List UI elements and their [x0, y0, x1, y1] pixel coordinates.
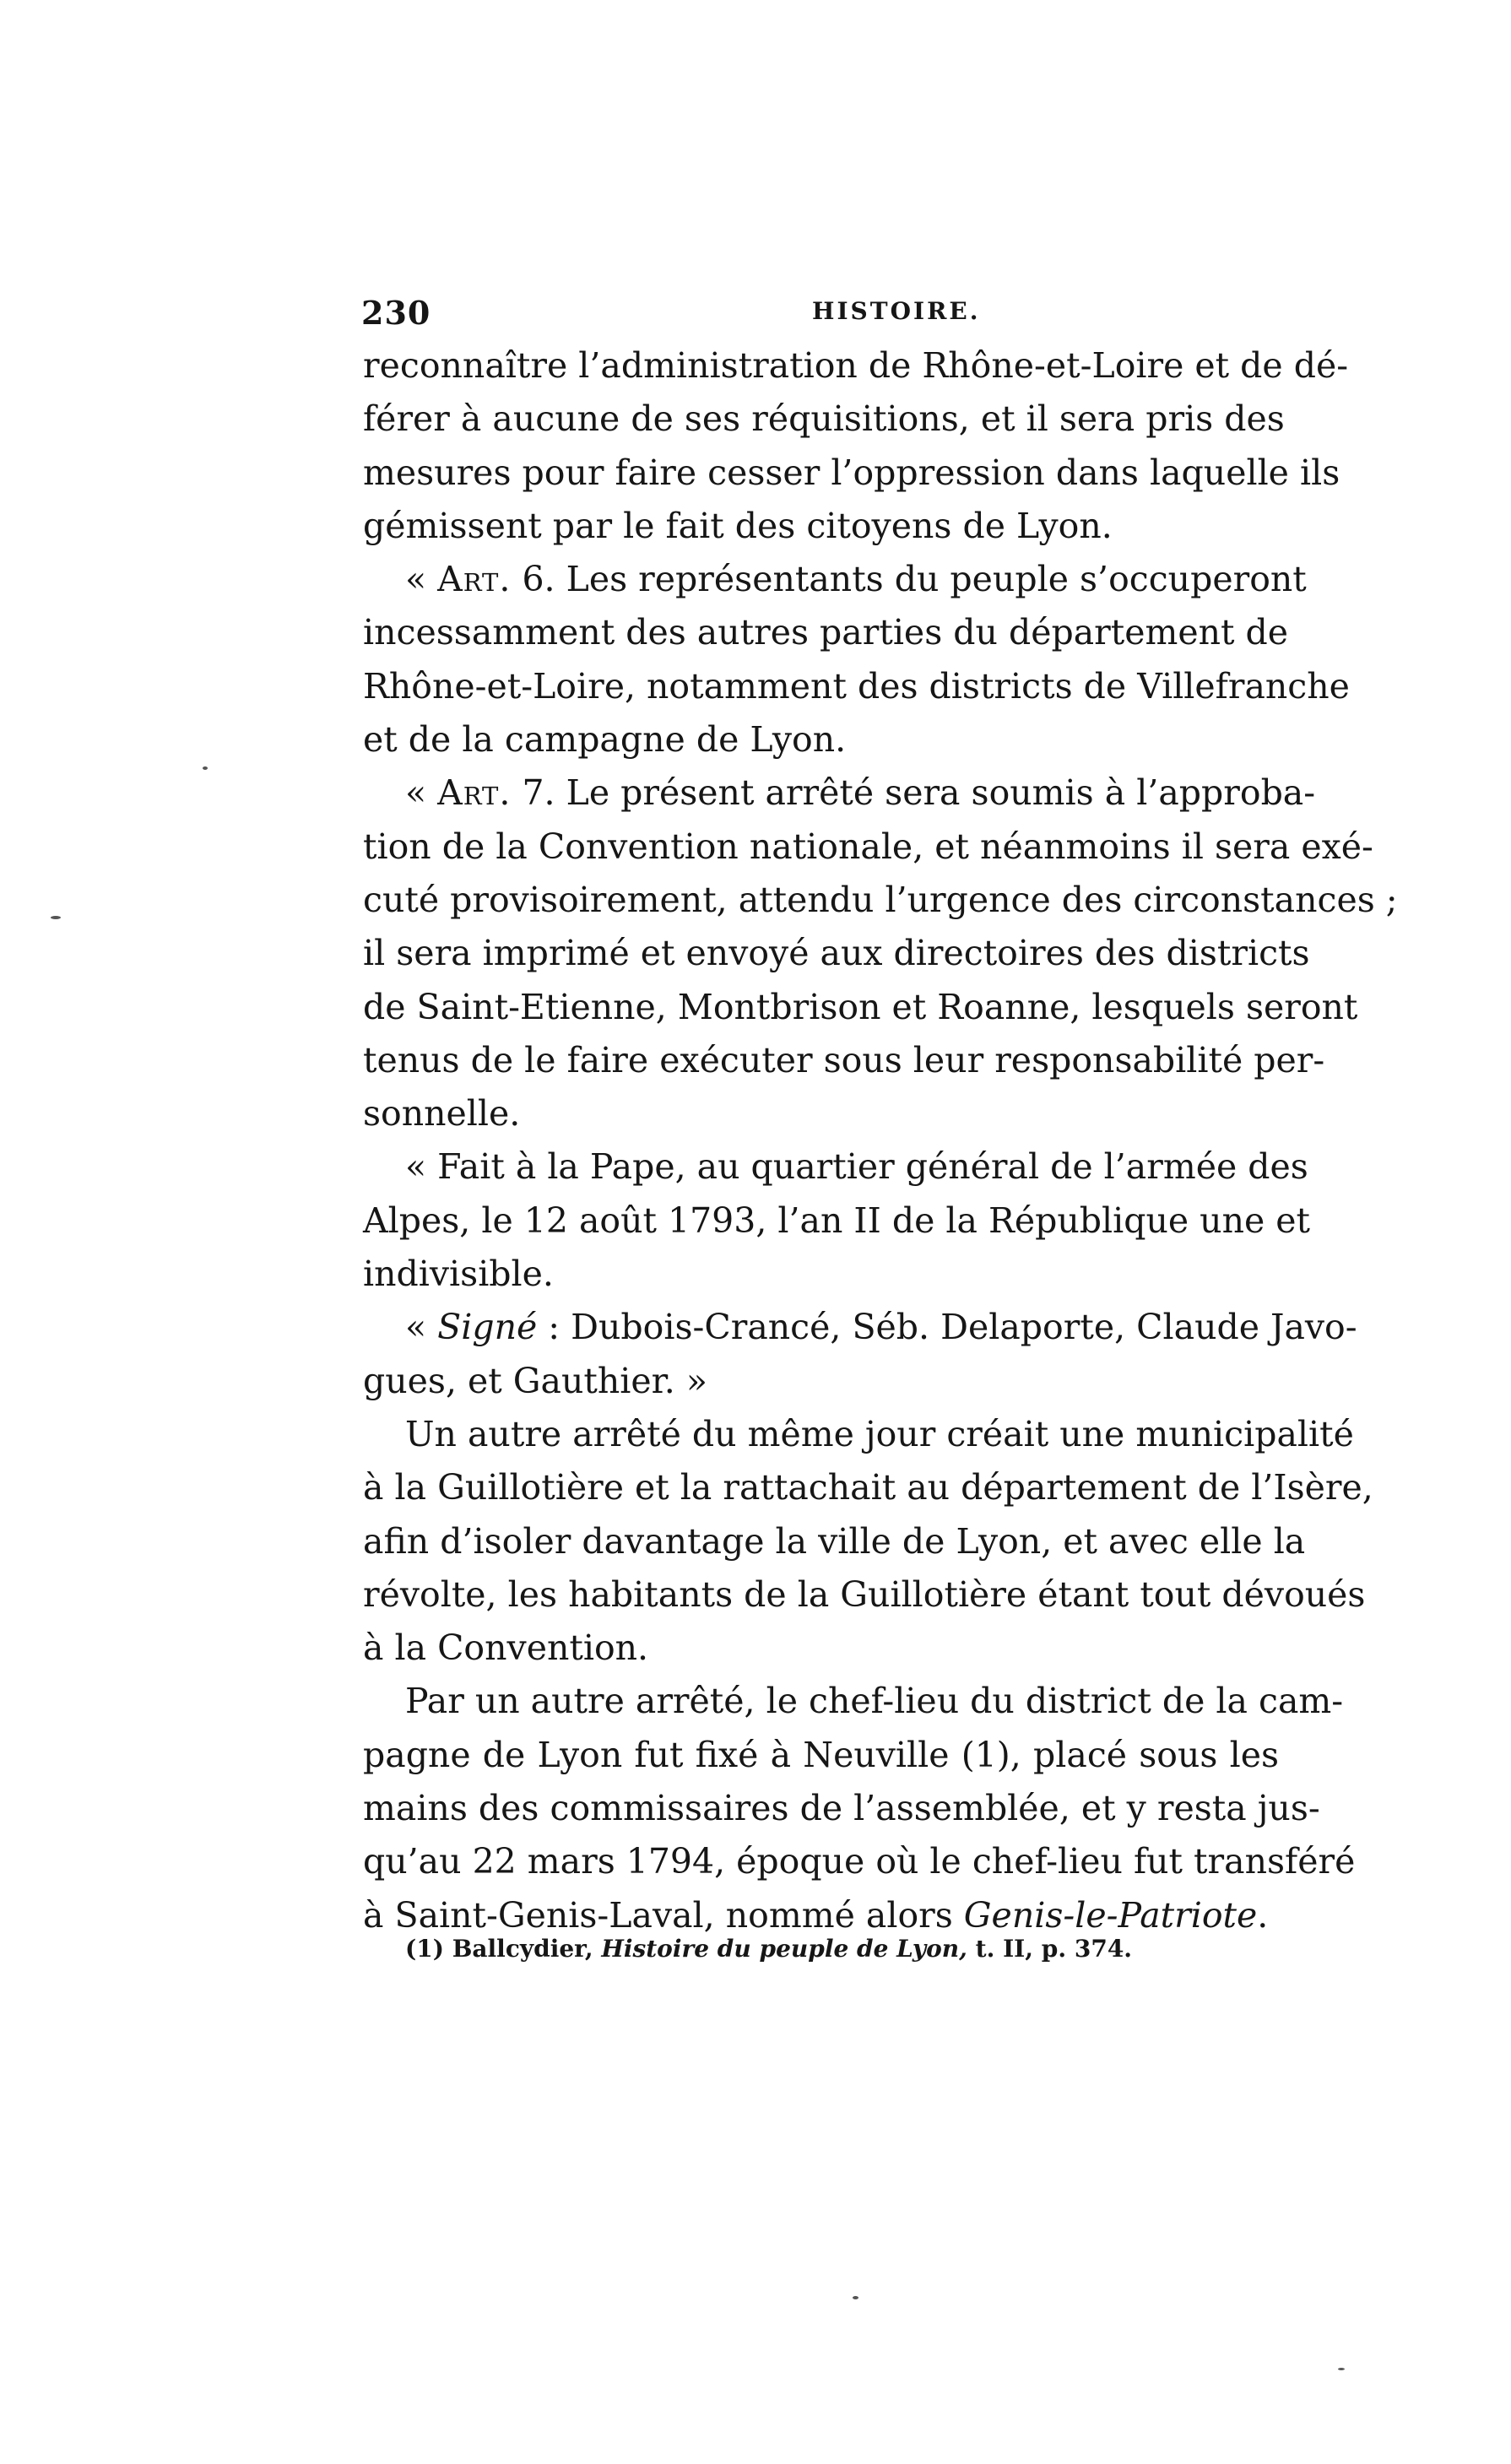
text-line: indivisible. [363, 1254, 554, 1295]
text-line: de Saint-Etienne, Montbrison et Roanne, lesquels seront [363, 986, 1358, 1027]
footnote-author: Ballcydier, [452, 1935, 593, 1963]
print-speck [853, 2296, 858, 2299]
text-line: gues, et Gauthier. » [363, 1360, 707, 1401]
footnote-reference: t. II, p. 374. [975, 1935, 1133, 1963]
text-line: révolte, les habitants de la Guillotière étant tout dévoués [363, 1573, 1366, 1615]
text-line: tenus de le faire exécuter sous leur responsabilité per- [363, 1039, 1325, 1080]
running-title: HISTOIRE. [812, 297, 981, 325]
text-line: à la Guillotière et la rattachait au département de l’Isère, [363, 1467, 1373, 1508]
text-line: cuté provisoirement, attendu l’urgence des circonstances ; [363, 879, 1398, 920]
text-line: férer à aucune de ses réquisitions, et il sera pris des [363, 398, 1285, 440]
text-line: pagne de Lyon fut fixé à Neuville (1), placé sous les [363, 1734, 1279, 1775]
text-line: reconnaître l’administration de Rhône-et-Loire et de dé- [363, 345, 1349, 386]
text-line: Rhône-et-Loire, notamment des districts de Villefranche [363, 665, 1350, 707]
text-line: Par un autre arrêté, le chef-lieu du district de la cam- [405, 1681, 1344, 1722]
footnote-title: Histoire du peuple de Lyon, [601, 1935, 967, 1963]
text-line: afin d’isoler davantage la ville de Lyon, et avec elle la [363, 1520, 1306, 1562]
text-line: et de la campagne de Lyon. [363, 719, 847, 761]
print-speck [1338, 2368, 1345, 2370]
text-line: mains des commissaires de l’assemblée, et y resta jus- [363, 1788, 1320, 1829]
text-line: « Fait à la Pape, au quartier général de l’armée des [405, 1146, 1308, 1188]
page-header [361, 294, 1273, 336]
text-line: à Saint-Genis-Laval, nommé alors Genis-le-Patriote. [363, 1894, 1269, 1936]
text-line: sonnelle. [363, 1093, 521, 1135]
text-line: « Art. 6. Les représentants du peuple s’occuperont [405, 559, 1307, 600]
text-line: il sera imprimé et envoyé aux directoires des districts [363, 933, 1310, 974]
text-line: qu’au 22 mars 1794, époque où le chef-lieu fut transféré [363, 1841, 1356, 1882]
text-line: « Signé : Dubois-Crancé, Séb. Delaporte, Claude Javo- [405, 1307, 1357, 1348]
text-line: Un autre arrêté du même jour créait une municipalité [405, 1413, 1354, 1454]
text-line: gémissent par le fait des citoyens de Lyon. [363, 505, 1113, 546]
print-speck [203, 766, 208, 770]
footnote-marker: (1) [405, 1935, 444, 1963]
page-number: 230 [361, 294, 431, 332]
text-line: tion de la Convention nationale, et néanmoins il sera exé- [363, 826, 1373, 867]
text-line: mesures pour faire cesser l’oppression dans laquelle ils [363, 452, 1340, 493]
body-text [363, 339, 1398, 1942]
text-line: incessamment des autres parties du département de [363, 612, 1289, 653]
text-line: à la Convention. [363, 1627, 649, 1669]
text-line: Alpes, le 12 août 1793, l’an II de la République une et [363, 1200, 1311, 1241]
footnote [405, 1935, 1216, 1963]
text-line: « Art. 7. Le présent arrêté sera soumis à l’approba- [405, 772, 1316, 814]
print-speck [51, 916, 61, 919]
